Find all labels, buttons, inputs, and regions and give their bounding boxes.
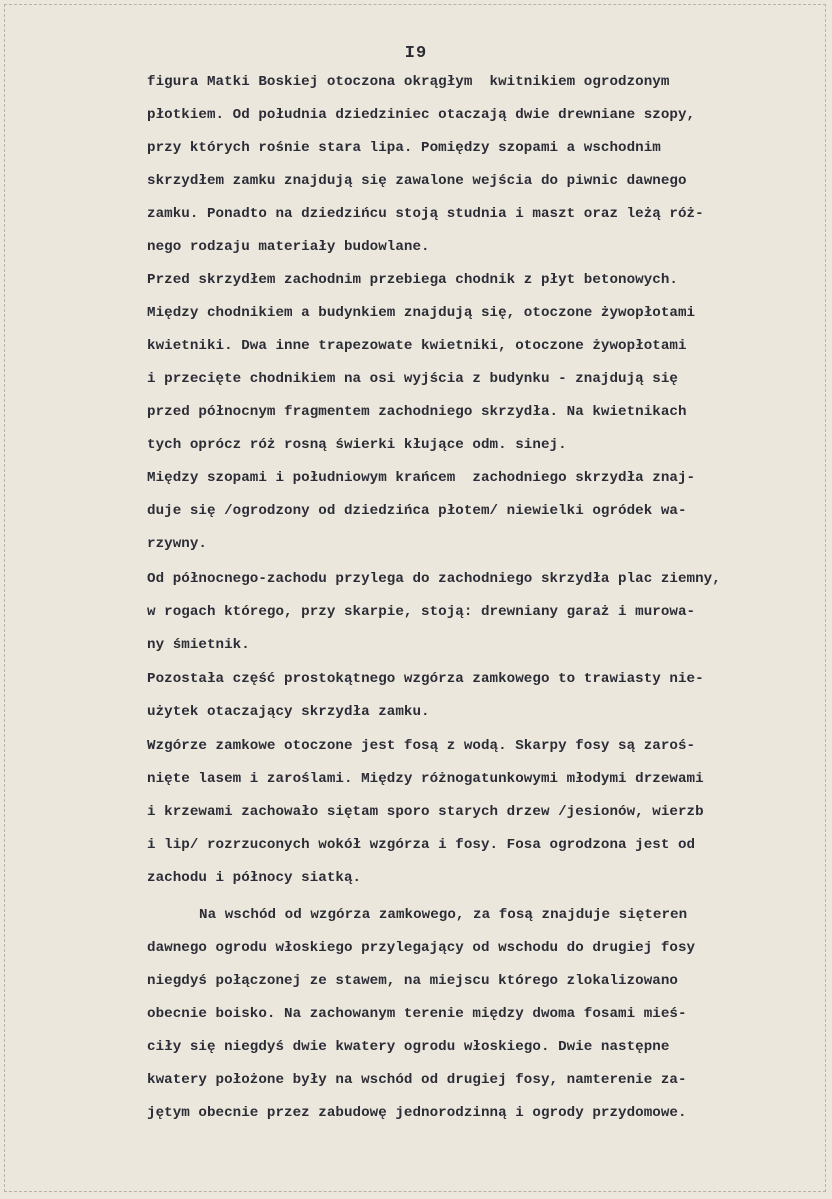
page-number: I9 — [404, 44, 428, 63]
text-line: nięte lasem i zaroślami. Między różnogatunkowymi młodymi drzewami — [147, 771, 704, 787]
text-line: i krzewami zachowało siętam sporo starych drzew /jesionów, wierzb — [147, 804, 704, 820]
text-line: niegdyś połączonej ze stawem, na miejscu którego zlokalizowano — [147, 973, 678, 989]
text-line: rzywny. — [147, 536, 207, 552]
text-line: ny śmietnik. — [147, 637, 250, 653]
text-line: duje się /ogrodzony od dziedzińca płotem/ niewielki ogródek wa- — [147, 503, 687, 519]
text-line: Przed skrzydłem zachodnim przebiega chodnik z płyt betonowych. — [147, 272, 678, 288]
text-line: obecnie boisko. Na zachowanym terenie między dwoma fosami mieś- — [147, 1006, 687, 1022]
text-line: Między szopami i południowym krańcem zachodniego skrzydła znaj- — [147, 470, 696, 486]
text-line: Wzgórze zamkowe otoczone jest fosą z wodą. Skarpy fosy są zaroś- — [147, 738, 696, 754]
text-line: płotkiem. Od południa dziedziniec otaczają dwie drewniane szopy, — [147, 107, 696, 123]
text-line: Na wschód od wzgórza zamkowego, za fosą znajduje sięteren — [199, 907, 688, 923]
text-line: dawnego ogrodu włoskiego przylegający od wschodu do drugiej fosy — [147, 940, 696, 956]
text-line: w rogach którego, przy skarpie, stoją: drewniany garaż i murowa- — [147, 604, 696, 620]
text-line: Między chodnikiem a budynkiem znajdują się, otoczone żywopłotami — [147, 305, 696, 321]
text-line: zachodu i północy siatką. — [147, 870, 362, 886]
text-line: zamku. Ponadto na dziedzińcu stoją studnia i maszt oraz leżą róż- — [147, 206, 704, 222]
text-line: skrzydłem zamku znajdują się zawalone wejścia do piwnic dawnego — [147, 173, 687, 189]
text-line: jętym obecnie przez zabudowę jednorodzinną i ogrody przydomowe. — [147, 1105, 687, 1121]
text-line: i lip/ rozrzuconych wokół wzgórza i fosy. Fosa ogrodzona jest od — [147, 837, 696, 853]
text-line: kwatery położone były na wschód od drugiej fosy, namterenie za- — [147, 1072, 687, 1088]
text-line: kwietniki. Dwa inne trapezowate kwietniki, otoczone żywopłotami — [147, 338, 687, 354]
text-line: ciły się niegdyś dwie kwatery ogrodu włoskiego. Dwie następne — [147, 1039, 670, 1055]
text-line: Od północnego-zachodu przylega do zachodniego skrzydła plac ziemny, — [147, 571, 721, 587]
text-line: użytek otaczający skrzydła zamku. — [147, 704, 430, 720]
text-line: przy których rośnie stara lipa. Pomiędzy szopami a wschodnim — [147, 140, 661, 156]
text-line: Pozostała część prostokątnego wzgórza zamkowego to trawiasty nie- — [147, 671, 704, 687]
text-line: przed północnym fragmentem zachodniego skrzydła. Na kwietnikach — [147, 404, 687, 420]
text-line: i przecięte chodnikiem na osi wyjścia z budynku - znajdują się — [147, 371, 678, 387]
text-line: figura Matki Boskiej otoczona okrągłym kwitnikiem ogrodzonym — [147, 74, 670, 90]
text-line: tych oprócz róż rosną świerki kłujące odm. sinej. — [147, 437, 567, 453]
text-line: nego rodzaju materiały budowlane. — [147, 239, 430, 255]
